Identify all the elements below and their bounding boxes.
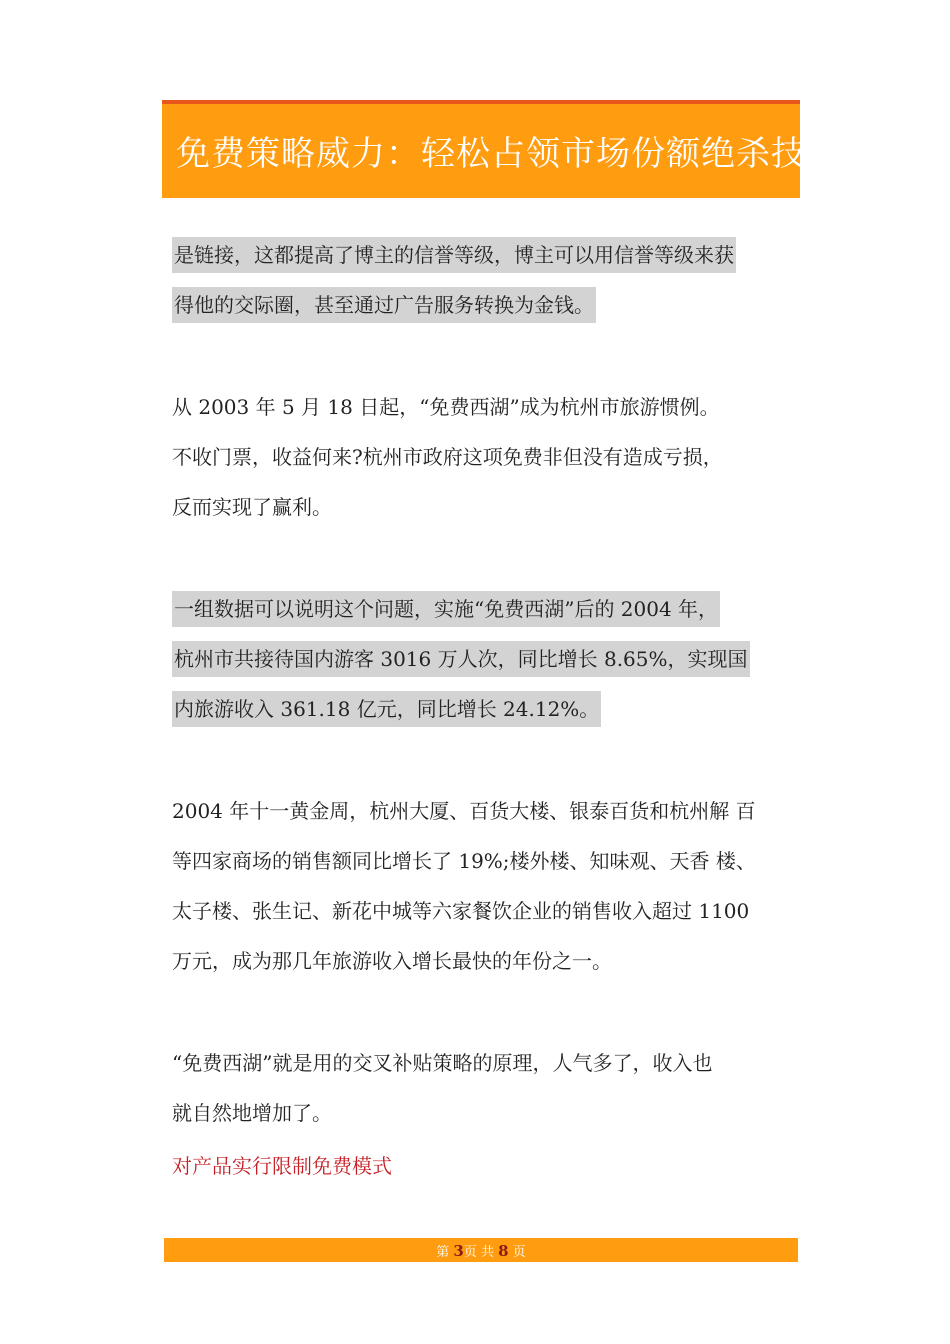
footer-banner <box>164 1238 798 1262</box>
page-prefix: 第 <box>436 1245 450 1260</box>
page-middle: 页 共 <box>463 1245 494 1260</box>
paragraph-line: 从 2003 年 5 月 18 日起，“免费西湖”成为杭州市旅游惯例。 <box>172 395 720 419</box>
paragraph-blogger-credit <box>172 230 736 330</box>
total-pages-number: 8 <box>498 1242 509 1260</box>
paragraph-line: 就自然地增加了。 <box>172 1101 332 1125</box>
header-banner <box>162 100 806 198</box>
paragraph-cross-subsidy <box>172 1038 712 1138</box>
paragraph-line: 一组数据可以说明这个问题，实施“免费西湖”后的 2004 年， <box>172 591 720 627</box>
page-indicator <box>164 1241 798 1260</box>
paragraph-line: 得他的交际圈，甚至通过广告服务转换为金钱。 <box>172 287 596 323</box>
current-page-number: 3 <box>453 1242 464 1260</box>
section-heading: 对产品实行限制免费模式 <box>172 1154 392 1178</box>
paragraph-line: 内旅游收入 361.18 亿元，同比增长 24.12%。 <box>172 691 601 727</box>
paragraph-golden-week <box>172 786 756 986</box>
paragraph-line: “免费西湖”就是用的交叉补贴策略的原理，人气多了，收入也 <box>172 1051 713 1075</box>
page-title: 免费策略威力：轻松占领市场份额绝杀技 <box>176 134 806 174</box>
paragraph-line: 等四家商场的销售额同比增长了 19%;楼外楼、知味观、天香 楼、 <box>172 849 756 873</box>
paragraph-line: 万元，成为那几年旅游收入增长最快的年份之一。 <box>172 949 612 973</box>
paragraph-line: 反而实现了赢利。 <box>172 495 332 519</box>
paragraph-line: 太子楼、张生记、新花中城等六家餐饮企业的销售收入超过 1100 <box>172 899 750 923</box>
paragraph-line: 不收门票，收益何来?杭州市政府这项免费非但没有造成亏损， <box>172 445 723 469</box>
paragraph-line: 是链接，这都提高了博主的信誉等级，博主可以用信誉等级来获 <box>172 237 736 273</box>
paragraph-line: 2004 年十一黄金周，杭州大厦、百货大楼、银泰百货和杭州解 百 <box>172 799 756 823</box>
paragraph-line: 杭州市共接待国内游客 3016 万人次，同比增长 8.65%，实现国 <box>172 641 750 677</box>
paragraph-free-westlake <box>172 382 723 532</box>
paragraph-tourism-data <box>172 584 750 734</box>
page-suffix: 页 <box>512 1245 526 1260</box>
